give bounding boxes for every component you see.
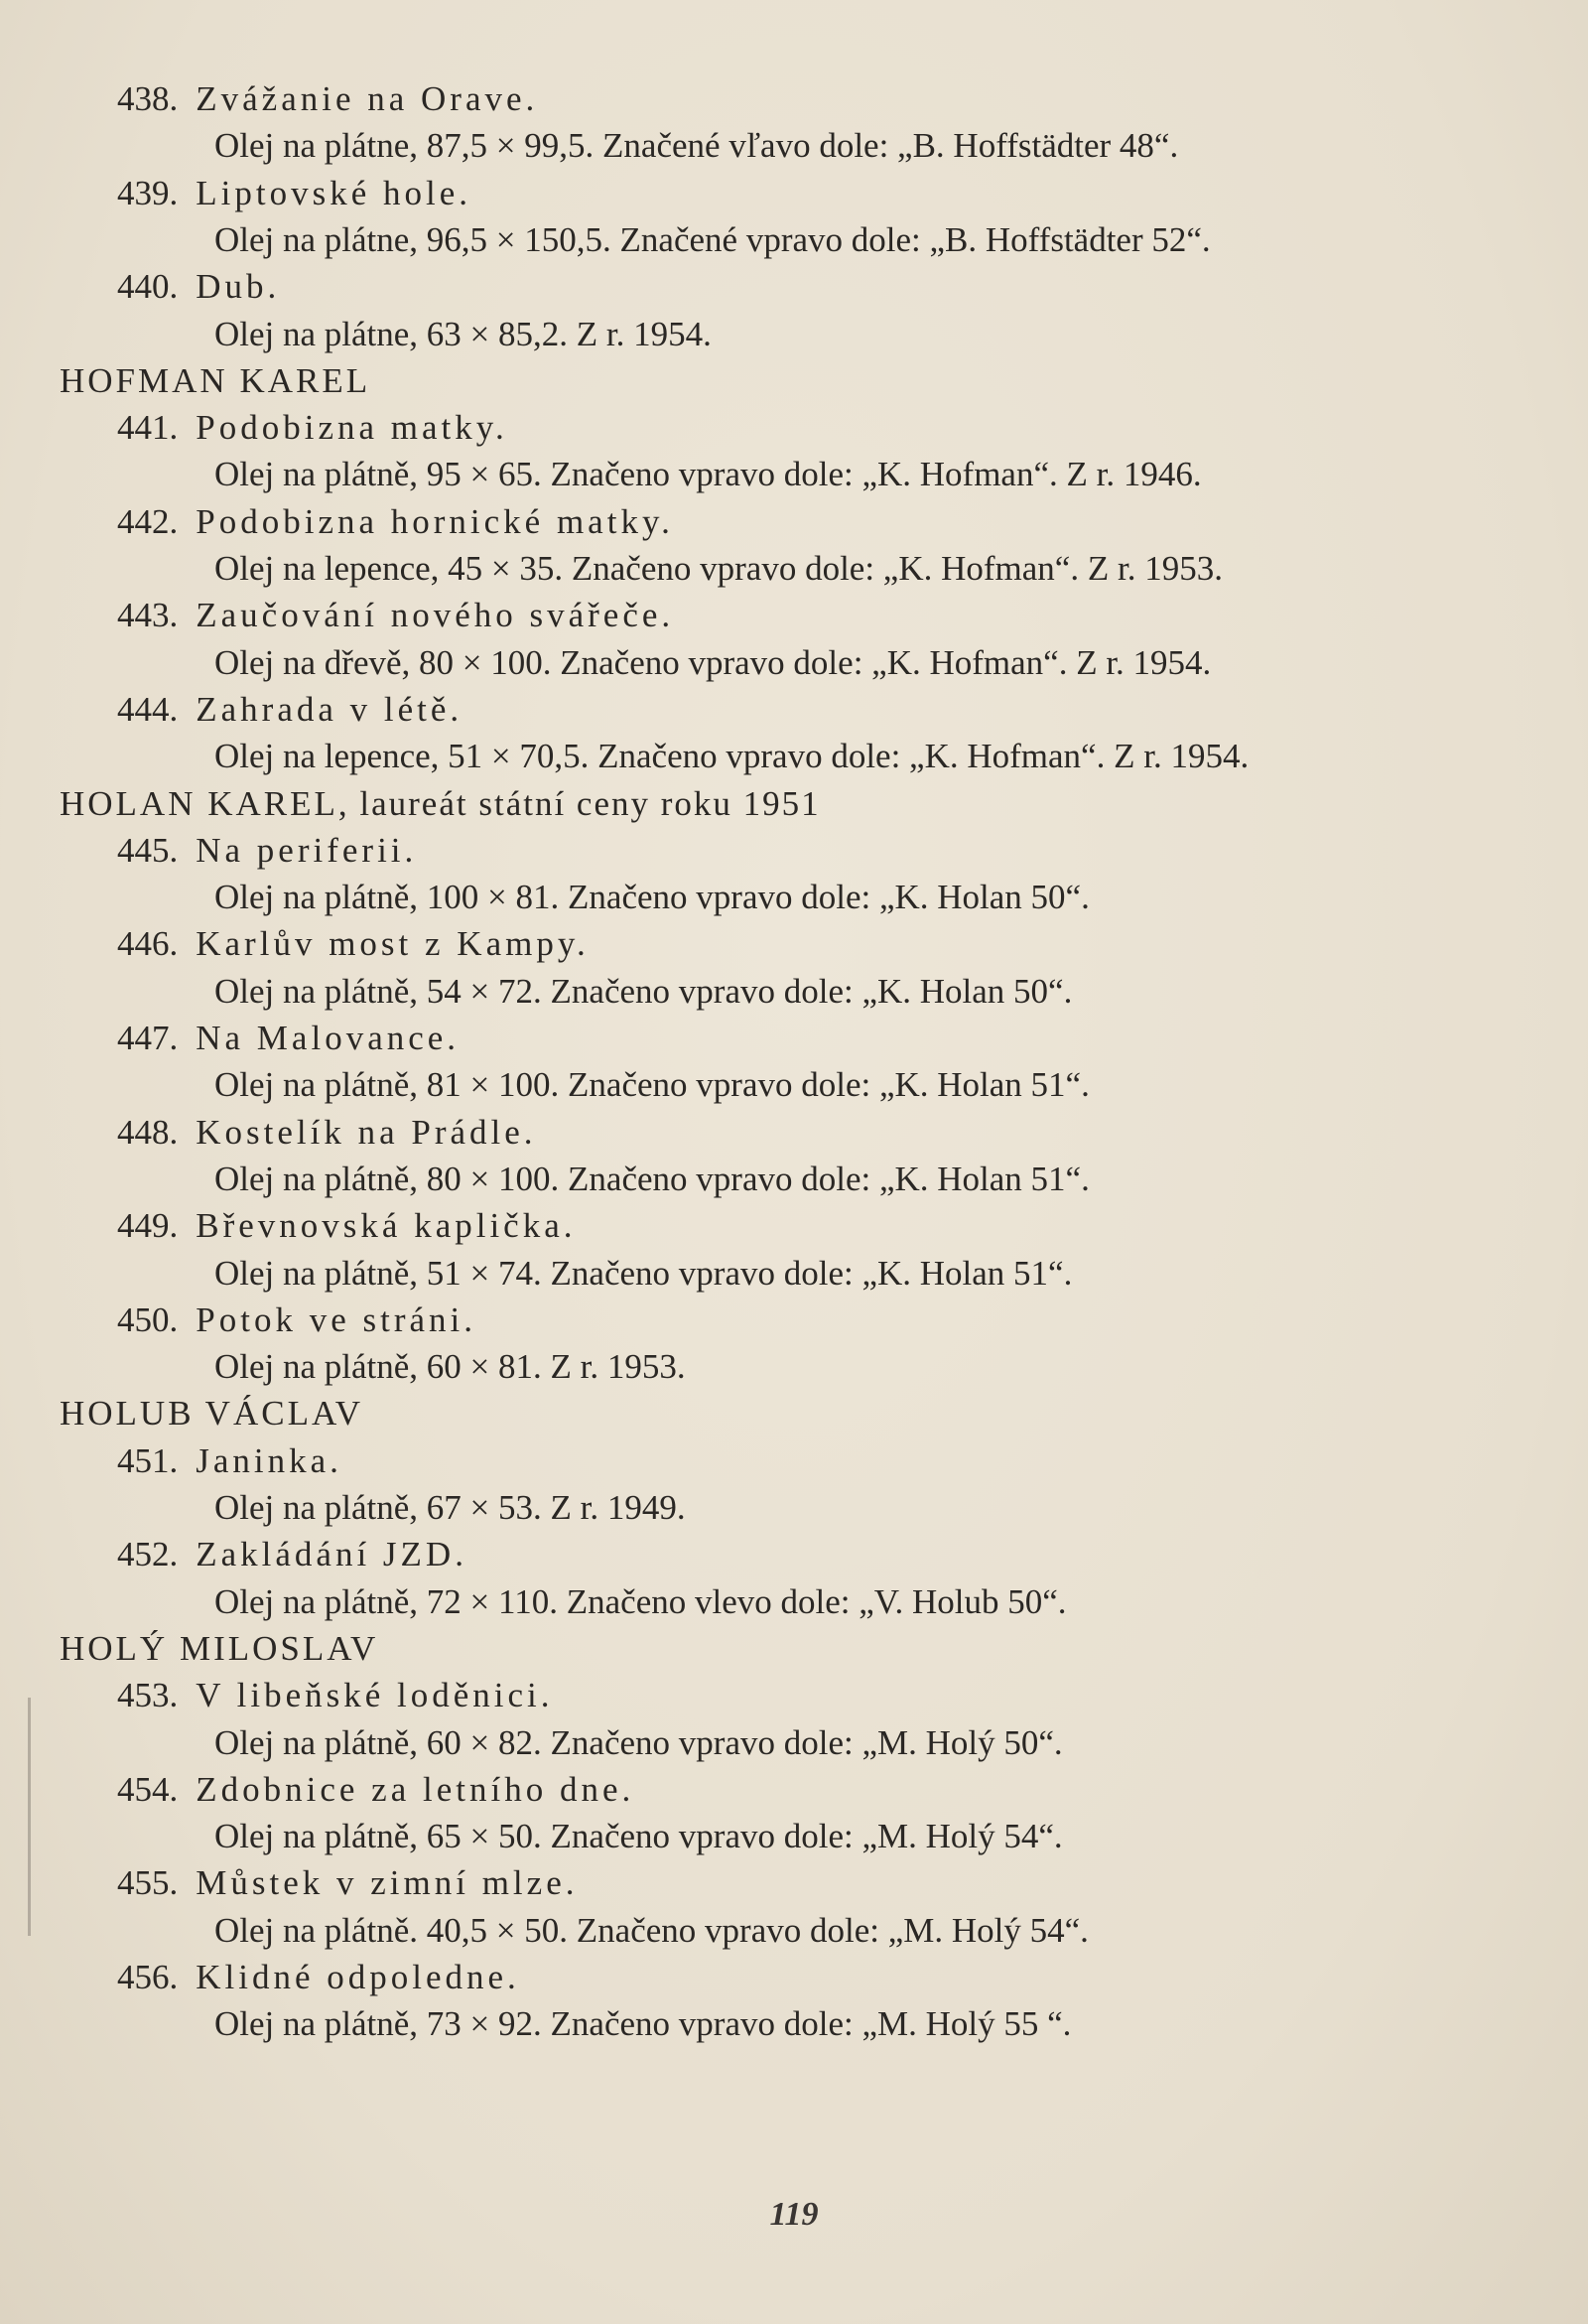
artwork-details: Olej na plátně, 65 × 50. Značeno vpravo dole: „M. Holý 54“. bbox=[214, 1817, 1063, 1856]
artwork-details: Olej na plátně, 60 × 81. Z r. 1953. bbox=[214, 1347, 686, 1387]
artwork-details: Olej na plátně, 81 × 100. Značeno vpravo dole: „K. Holan 51“. bbox=[214, 1065, 1090, 1105]
artwork-title: Zdobnice za letního dne. bbox=[196, 1769, 635, 1809]
artwork-details: Olej na plátně, 60 × 82. Značeno vpravo dole: „M. Holý 50“. bbox=[214, 1722, 1063, 1762]
artwork-title: Můstek v zimní mlze. bbox=[196, 1863, 579, 1903]
artwork-entry bbox=[117, 174, 471, 213]
artwork-number: 454. bbox=[117, 1769, 179, 1809]
artwork-entry bbox=[117, 502, 674, 542]
artist-note: , laureát státní ceny roku 1951 bbox=[337, 783, 821, 823]
artist-name: HOLÝ MILOSLAV bbox=[60, 1628, 379, 1668]
artwork-title: Podobizna hornické matky. bbox=[196, 501, 674, 541]
artwork-entry bbox=[117, 1206, 577, 1246]
artist-name: HOLAN KAREL bbox=[60, 783, 338, 823]
artwork-title: Podobizna matky. bbox=[196, 408, 508, 448]
artist-heading bbox=[60, 1629, 378, 1669]
artwork-entry bbox=[117, 1958, 520, 1997]
artwork-details: Olej na plátně, 72 × 110. Značeno vlevo dole: „V. Holub 50“. bbox=[214, 1581, 1067, 1621]
artwork-title: Liptovské hole. bbox=[196, 173, 471, 212]
artwork-details: Olej na dřevě, 80 × 100. Značeno vpravo dole: „K. Hofman“. Z r. 1954. bbox=[214, 642, 1212, 682]
artwork-details: Olej na lepence, 45 × 35. Značeno vpravo dole: „K. Hofman“. Z r. 1953. bbox=[214, 549, 1223, 588]
artwork-entry bbox=[117, 596, 674, 635]
artwork-number: 448. bbox=[117, 1112, 179, 1152]
artwork-title: Dub. bbox=[196, 267, 281, 307]
artwork-entry bbox=[117, 1019, 460, 1058]
artwork-details: Olej na plátně, 95 × 65. Značeno vpravo dole: „K. Hofman“. Z r. 1946. bbox=[214, 455, 1202, 494]
artwork-title: Zvážanie na Orave. bbox=[196, 79, 539, 118]
artwork-entry bbox=[117, 831, 417, 871]
artwork-entry bbox=[117, 267, 280, 307]
artwork-entry bbox=[117, 1441, 342, 1481]
artwork-number: 442. bbox=[117, 501, 179, 541]
artwork-entry bbox=[117, 1113, 537, 1153]
artwork-details: Olej na plátně, 51 × 74. Značeno vpravo dole: „K. Holan 51“. bbox=[214, 1253, 1073, 1293]
artwork-details: Olej na plátne, 63 × 85,2. Z r. 1954. bbox=[214, 314, 712, 353]
artwork-title: Břevnovská kaplička. bbox=[196, 1206, 577, 1246]
artwork-details: Olej na plátne, 87,5 × 99,5. Značené vľavo dole: „B. Hoffstädter 48“. bbox=[214, 126, 1179, 166]
artist-heading bbox=[60, 784, 821, 824]
artwork-entry bbox=[117, 690, 463, 730]
artwork-entry bbox=[117, 408, 508, 448]
artwork-title: Janinka. bbox=[196, 1440, 342, 1480]
artwork-title: Zakládání JZD. bbox=[196, 1535, 467, 1574]
artwork-details: Olej na plátně, 100 × 81. Značeno vpravo dole: „K. Holan 50“. bbox=[214, 878, 1090, 917]
artwork-details: Olej na plátně. 40,5 × 50. Značeno vpravo dole: „M. Holý 54“. bbox=[214, 1910, 1089, 1950]
artwork-title: Klidné odpoledne. bbox=[196, 1958, 520, 1996]
artwork-number: 445. bbox=[117, 830, 179, 870]
page-number: 119 bbox=[769, 2196, 819, 2233]
artwork-number: 441. bbox=[117, 408, 179, 448]
artwork-number: 451. bbox=[117, 1440, 179, 1480]
margin-pencil-mark bbox=[28, 1698, 31, 1936]
artwork-entry bbox=[117, 924, 590, 964]
artwork-title: Zahrada v létě. bbox=[196, 689, 463, 729]
artwork-title: Kostelík na Prádle. bbox=[196, 1112, 537, 1152]
artwork-title: Na Malovance. bbox=[196, 1019, 461, 1057]
artwork-number: 439. bbox=[117, 173, 179, 212]
artwork-details: Olej na lepence, 51 × 70,5. Značeno vpravo dole: „K. Hofman“. Z r. 1954. bbox=[214, 737, 1250, 776]
artwork-details: Olej na plátně, 80 × 100. Značeno vpravo dole: „K. Holan 51“. bbox=[214, 1159, 1090, 1198]
artwork-entry bbox=[117, 1535, 467, 1574]
artwork-title: Na periferii. bbox=[196, 830, 418, 870]
artwork-number: 446. bbox=[117, 924, 179, 964]
artwork-details: Olej na plátně, 73 × 92. Značeno vpravo dole: „M. Holý 55 “. bbox=[214, 2004, 1072, 2044]
artwork-number: 455. bbox=[117, 1863, 179, 1903]
artwork-title: Karlův most z Kampy. bbox=[196, 924, 590, 964]
artist-heading bbox=[60, 1394, 363, 1434]
artwork-entry bbox=[117, 1300, 476, 1340]
artwork-entry bbox=[117, 79, 538, 119]
artist-name: HOLUB VÁCLAV bbox=[60, 1394, 363, 1434]
artist-heading bbox=[60, 361, 370, 401]
artwork-title: Potok ve stráni. bbox=[196, 1299, 476, 1339]
artwork-entry bbox=[117, 1770, 634, 1810]
artwork-entry bbox=[117, 1863, 578, 1903]
artwork-details: Olej na plátne, 96,5 × 150,5. Značené vpravo dole: „B. Hoffstädter 52“. bbox=[214, 219, 1211, 259]
artwork-number: 449. bbox=[117, 1206, 179, 1246]
artwork-number: 450. bbox=[117, 1299, 179, 1339]
artwork-details: Olej na plátně, 67 × 53. Z r. 1949. bbox=[214, 1488, 686, 1527]
artwork-number: 440. bbox=[117, 267, 179, 307]
artwork-title: Zaučování nového svářeče. bbox=[196, 596, 675, 635]
artwork-number: 453. bbox=[117, 1676, 179, 1715]
artwork-number: 443. bbox=[117, 596, 179, 635]
artist-name: HOFMAN KAREL bbox=[60, 360, 371, 400]
artwork-title: V libeňské loděnici. bbox=[196, 1676, 554, 1715]
artwork-number: 444. bbox=[117, 689, 179, 729]
artwork-details: Olej na plátně, 54 × 72. Značeno vpravo dole: „K. Holan 50“. bbox=[214, 971, 1073, 1011]
artwork-number: 438. bbox=[117, 79, 179, 118]
artwork-number: 456. bbox=[117, 1958, 179, 1996]
artwork-number: 447. bbox=[117, 1019, 179, 1057]
artwork-entry bbox=[117, 1676, 554, 1715]
artwork-number: 452. bbox=[117, 1535, 179, 1574]
